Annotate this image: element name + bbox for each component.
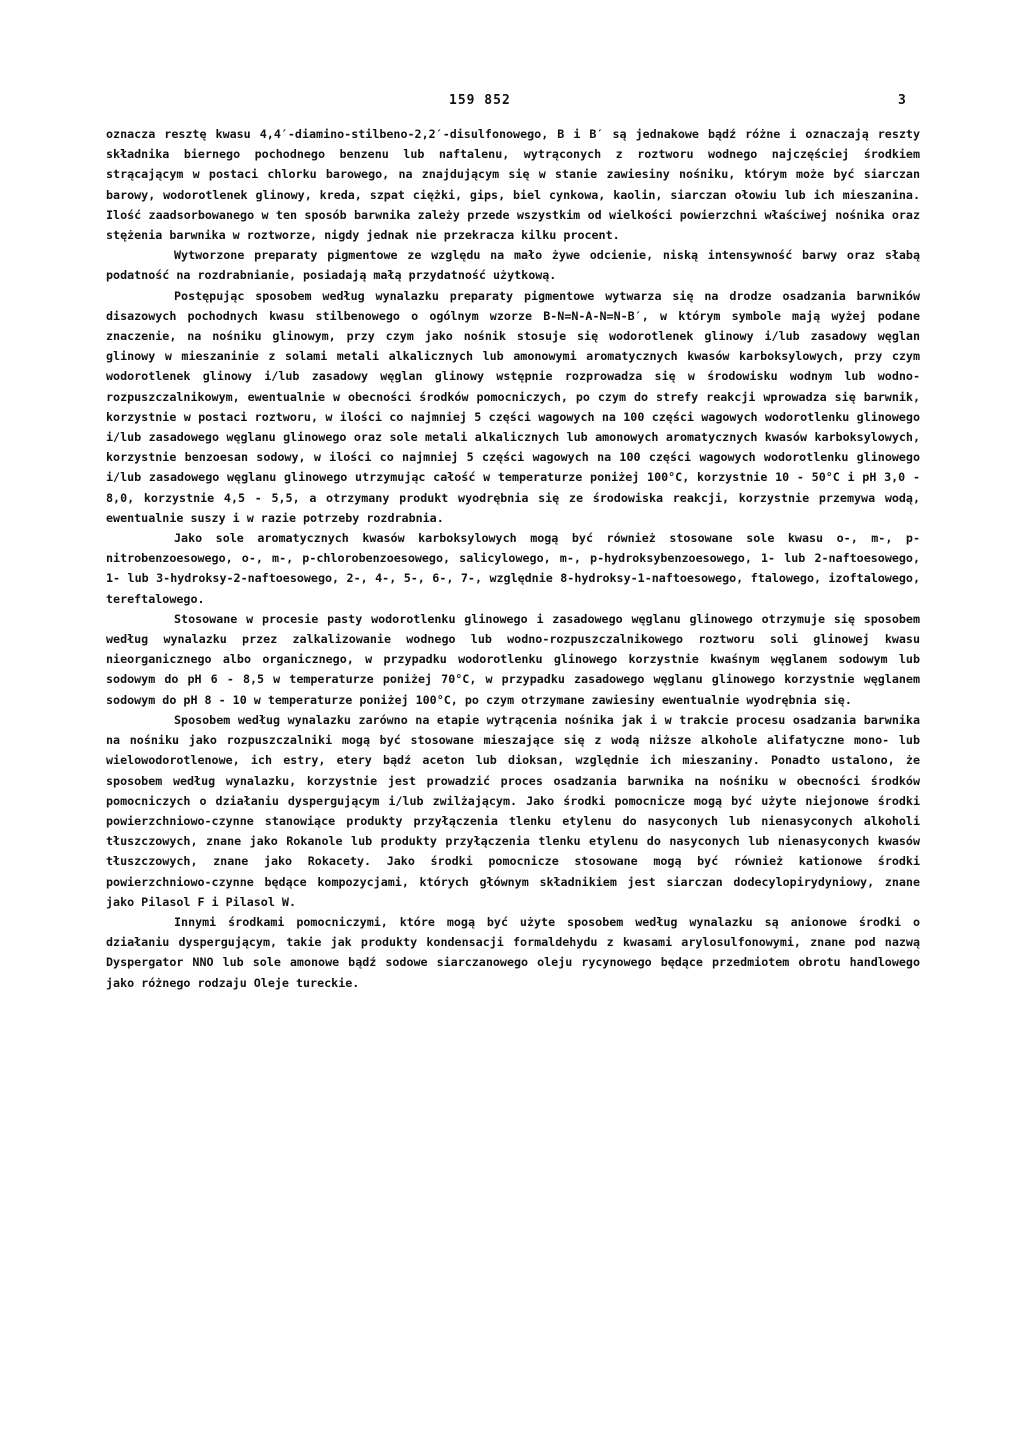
paragraph: Stosowane w procesie pasty wodorotlenku glinowego i zasadowego węglanu glinowego otrzymuje się sposobem według wynalazku przez zalkalizowanie wodnego lub wodno-rozpuszczalnikowego roztworu soli glinowej kwasu nieorganicznego albo organicznego, w przypadku wodorotlenku glinowego korzystnie kwaśnym węglanem sodowym lub sodowym do pH 6 - 8,5 w temperaturze poniżej 70°C, w przypadku zasadowego węglanu glinowego korzystnie węglanem sodowym do pH 8 - 10 w temperaturze poniżej 100°C, po czym otrzymane zawiesiny ewentualnie wyodrębnia się.	[106, 611, 920, 707]
document-number: 159 852	[449, 93, 511, 108]
paragraph-continuation: oznacza resztę kwasu 4,4′-diamino-stilbeno-2,2′-disulfonowego, B i B′ są jednakowe bądź różne i oznaczają reszty składnika biernego pochodnego benzenu lub naftalenu, wytrąconych z roztworu wodnego najczęściej środkiem strącającym w postaci chlorku barowego, na znajdującym się w stanie zawiesiny nośniku, którym może być siarczan barowy, wodorotlenek glinowy, kreda, szpat ciężki, gips, biel cynkowa, kaolin, siarczan ołowiu lub ich mieszanina. Ilość zaadsorbowanego w ten sposób barwnika zależy przede wszystkim od wielkości powierzchni właściwej nośnika oraz stężenia barwnika w roztworze, nigdy jednak nie przekracza kilku procent.	[106, 127, 920, 243]
page-number: 3	[898, 93, 906, 108]
paragraph: Jako sole aromatycznych kwasów karboksylowych mogą być również stosowane sole kwasu o-, m-, p-nitrobenzoesowego, o-, m-, p-chlorobenzoesowego, salicylowego, m-, p-hydroksybenzoesowego, 1- lub 2-naftoesowego, 1- lub 3-hydroksy-2-naftoesowego, 2-, 4-, 5-, 6-, 7-, względnie 8-hydroksy-1-naftoesowego, ftalowego, izoftalowego, tereftalowego.	[106, 531, 920, 606]
paragraph: Postępując sposobem według wynalazku preparaty pigmentowe wytwarza się na drodze osadzania barwników disazowych pochodnych kwasu stilbenowego o ogólnym wzorze B-N=N-A-N=N-B′, w którym symbole mają wyżej podane znaczenie, na nośniku glinowym, przy czym jako nośnik stosuje się wodorotlenek glinowy i/lub zasadowy węglan glinowy w mieszaninie z solami metali alkalicznych lub amonowymi aromatycznych kwasów karboksylowych, przy czym wodorotlenek glinowy i/lub zasadowy węglan glinowy wstępnie rozprowadza się w środowisku wodnym lub wodno-rozpuszczalnikowym, ewentualnie w obecności środków pomocniczych, po czym do strefy reakcji wprowadza się barwnik, korzystnie w postaci roztworu, w ilości co najmniej 5 części wagowych na 100 części wagowych wodorotlenku glinowego i/lub zasadowego węglanu glinowego oraz sole metali alkalicznych lub amonowych aromatycznych kwasów karboksylowych, korzystnie benzoesan sodowy, w ilości co najmniej 5 części wagowych na 100 części wagowych wodorotlenku glinowego i/lub zasadowego węglanu glinowego utrzymując całość w temperaturze poniżej 100°C, korzystnie 10 - 50°C i pH 3,0 - 8,0, korzystnie 4,5 - 5,5, a otrzymany produkt wyodrębnia się ze środowiska reakcji, korzystnie przemywa wodą, ewentualnie suszy i w razie potrzeby rozdrabnia.	[106, 288, 920, 525]
document-body	[106, 124, 920, 993]
paragraph: Wytworzone preparaty pigmentowe ze względu na mało żywe odcienie, niską intensywność barwy oraz słabą podatność na rozdrabnianie, posiadają małą przydatność użytkową.	[106, 248, 920, 283]
paragraph: Innymi środkami pomocniczymi, które mogą być użyte sposobem według wynalazku są anionowe środki o działaniu dyspergującym, takie jak produkty kondensacji formaldehydu z kwasami arylosulfonowymi, znane pod nazwą Dyspergator NNO lub sole amonowe bądź sodowe siarczanowego oleju rycynowego będące przedmiotem obrotu handlowego jako różnego rodzaju Oleje tureckie.	[106, 914, 920, 990]
page-header	[0, 93, 1024, 113]
paragraph: Sposobem według wynalazku zarówno na etapie wytrącenia nośnika jak i w trakcie procesu osadzania barwnika na nośniku jako rozpuszczalniki mogą być stosowane mieszające się z wodą niższe alkohole alifatyczne mono- lub wielowodorotlenowe, ich estry, etery bądź aceton lub dioksan, względnie ich mieszaniny. Ponadto ustalono, że sposobem według wynalazku, korzystnie jest prowadzić proces osadzania barwnika na nośniku w obecności środków pomocniczych o działaniu dyspergującym i/lub zwilżającym. Jako środki pomocnicze mogą być użyte niejonowe środki powierzchniowo-czynne stanowiące produkty przyłączenia tlenku etylenu do nasyconych lub nienasyconych alkoholi tłuszczowych, znane jako Rokanole lub produkty przyłączenia tlenku etylenu do nasyconych lub nienasyconych kwasów tłuszczowych, znane jako Rokacety. Jako środki pomocnicze stosowane mogą być również kationowe środki powierzchniowo-czynne będące kompozycjami, których głównym składnikiem jest siarczan dodecylopirydyniowy, znane jako Pilasol F i Pilasol W.	[106, 712, 920, 909]
